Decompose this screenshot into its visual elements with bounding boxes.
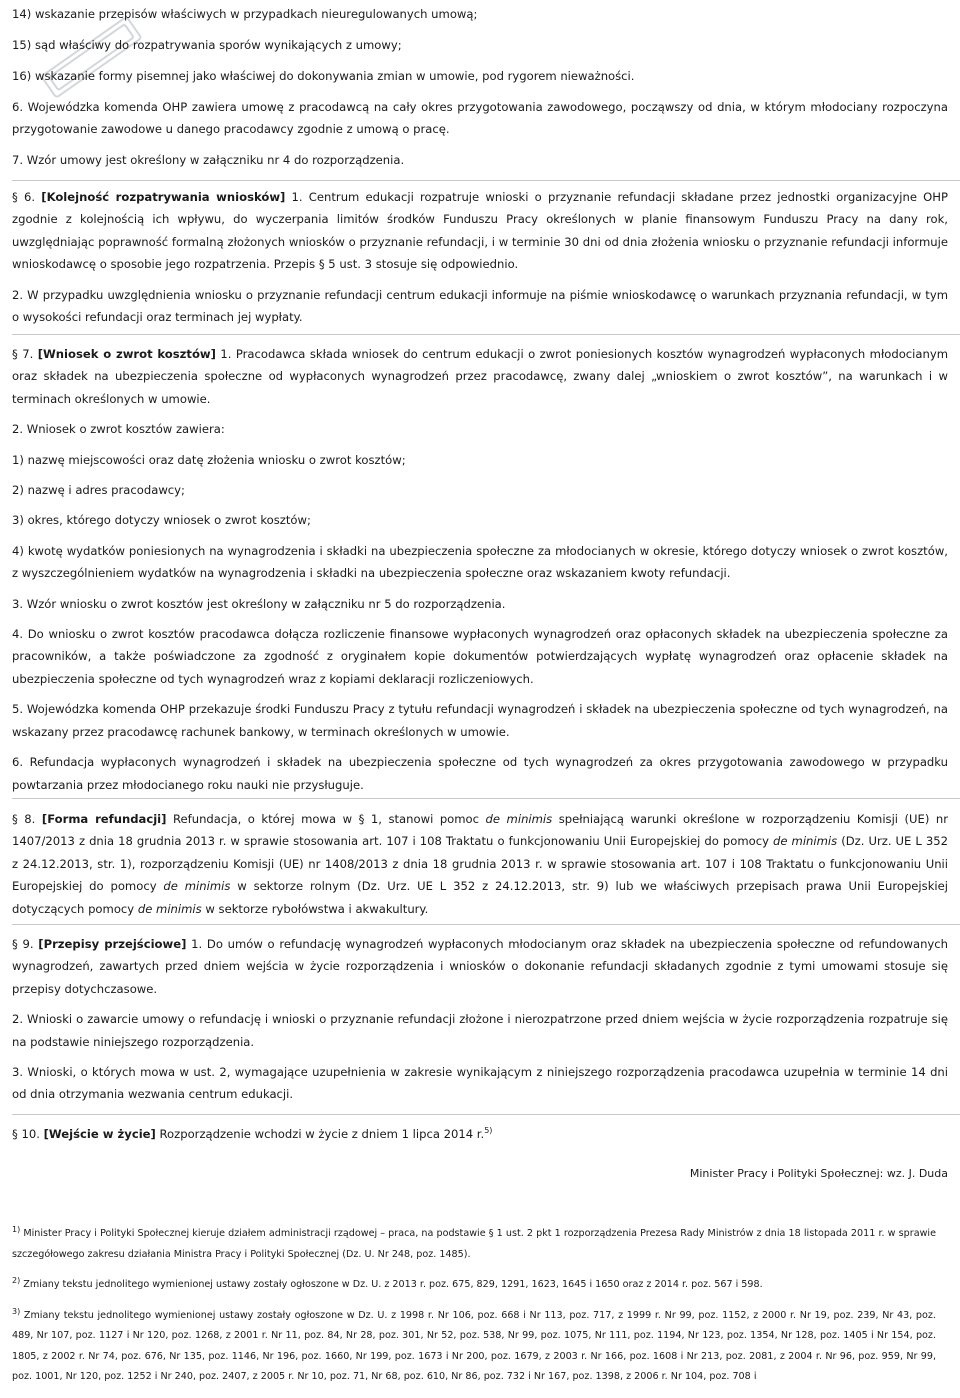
section-8-paragraph: [12, 808, 948, 920]
section-8-text-5: w sektorze rybołówstwa i akwakultury.: [205, 901, 429, 916]
section-9-paragraph-1: [12, 933, 948, 1000]
section-7-item-1: 1) nazwę miejscowości oraz datę złożenia wniosku o zwrot kosztów;: [12, 452, 406, 467]
footnote-3: [12, 1306, 936, 1388]
section-7-paragraph-1: [12, 343, 948, 410]
section-6-text-1: 1. Centrum edukacji rozpatruje wnioski o przyznanie refundacji składane przez jednostki organizacyjne OHP zgodnie z kolejnością ich wpływu, do wyczerpania limitów środków Funduszu Pracy określonych w planie finansowym Funduszu Pracy na dany rok, uwzględniając poprawność formalną złożonych wniosków o przyznanie refundacji, i w terminie 30 dni od dnia złożenia wniosku o przyznanie refundacji informuje wnioskodawcę o sposobie jego rozpatrzenia. Przepis § 5 ust. 3 stosuje się odpowiednio.: [12, 190, 949, 272]
footnote-mark: 2): [12, 1275, 21, 1285]
footnote-reference: 5): [484, 1126, 493, 1136]
section-7-paragraph-6: 6. Refundacja wypłaconych wynagrodzeń i składek na ubezpieczenia społeczne od tych wynagrodzeń za okres przygotowania zawodowego w przypadku powtarzania przez młodocianego roku nauki nie przysługuje.: [12, 755, 948, 792]
de-minimis-term: de minimis: [163, 879, 231, 894]
section-8-title: [Forma refundacji]: [41, 812, 167, 826]
section-8-text-1: Refundacja, o której mowa w § 1, stanowi pomoc: [172, 812, 480, 826]
section-8-text-3: (Dz. Urz. UE L 352 z 24.12.2013, str. 1), rozporządzeniu Komisji (UE) nr 1408/2013 z dnia 18 grudnia 2013 r. w sprawie stosowania art. 107 i 108 Traktatu o funkcjonowaniu Unii Europejskiej do pomocy: [12, 834, 949, 894]
section-10: [12, 1123, 948, 1153]
section-6-sign: § 6.: [12, 190, 36, 204]
section-10-sign: § 10.: [12, 1127, 40, 1141]
section-6-paragraph-1: [12, 186, 948, 276]
section-7-item-2: 2) nazwę i adres pracodawcy;: [12, 483, 185, 498]
section-7-item-3: 3) okres, którego dotyczy wniosek o zwrot kosztów;: [12, 513, 311, 528]
section-divider: [12, 180, 960, 181]
footnote-text: Zmiany tekstu jednolitego wymienionej ustawy zostały ogłoszone w Dz. U. z 2013 r. poz. 675, 829, 1291, 1623, 1645 i 1650 oraz z 2014 r. poz. 567 i 598.: [23, 1279, 763, 1290]
paragraph-item-14: 14) wskazanie przepisów właściwych w przypadkach nieuregulowanych umową;: [12, 7, 478, 21]
section-7: [12, 343, 948, 804]
section-8-text-4: w sektorze rolnym (Dz. Urz. UE L 352 z 24.12.2013, str. 9) lub we właściwych przepisach prawa Unii Europejskiej dotyczących pomocy: [12, 879, 948, 916]
paragraph-item-15: 15) sąd właściwy do rozpatrywania sporów wynikających z umowy;: [12, 38, 402, 52]
footnotes: [12, 1224, 936, 1398]
section-7-title: [Wniosek o zwrot kosztów]: [37, 347, 216, 361]
section-7-text-1: 1. Pracodawca składa wniosek do centrum edukacji o zwrot poniesionych kosztów wynagrodzeń wypłaconych młodocianym oraz składek na ubezpieczenia społeczne od wypłaconych wynagrodzeń przez pracodawcę, zwany dalej „wnioskiem o zwrot kosztów”, na warunkach i w terminach określonych w umowie.: [12, 347, 949, 406]
section-7-paragraph-5: 5. Wojewódzka komenda OHP przekazuje środki Funduszu Pracy z tytułu refundacji wynagrodzeń i składek na ubezpieczenia społeczne od tych wynagrodzeń, na wskazany przez pracodawcę rachunek bankowy, w terminach określonych w umowie.: [12, 702, 948, 739]
footnote-mark: 3): [12, 1306, 21, 1316]
section-7-sign: § 7.: [12, 347, 34, 361]
footnote-text: Zmiany tekstu jednolitego wymienionej ustawy zostały ogłoszone w Dz. U. z 1998 r. Nr 106, poz. 668 i Nr 113, poz. 717, z 1999 r. Nr 99, poz. 1152, z 2000 r. Nr 19, poz. 239, Nr 43, poz. 489, Nr 107, poz. 1127 i Nr 120, poz. 1268, z 2001 r. Nr 11, poz. 84, Nr 28, poz. 301, Nr 52, poz. 538, Nr 99, poz. 1075, Nr 111, poz. 1194, Nr 123, poz. 1354, Nr 128, poz. 1405 i Nr 154, poz. 1805, z 2002 r. Nr 74, poz. 676, Nr 135, poz. 1146, Nr 196, poz. 1660, Nr 199, poz. 1673 i Nr 200, poz. 1679, z 2003 r. Nr 166, poz. 1608 i Nr 213, poz. 2081, z 2004 r. Nr 96, poz. 959, Nr 99, poz. 1001, Nr 120, poz. 1252 i Nr 240, poz. 2407, z 2005 r. Nr 10, poz. 71, Nr 68, poz. 610, Nr 86, poz. 732 i Nr 167, poz. 1398, z 2006 r. Nr 104, poz. 708 i: [12, 1309, 936, 1382]
footnote-text: Minister Pracy i Polityki Społecznej kieruje działem administracji rządowej – praca, na podstawie § 1 ust. 2 pkt 1 rozporządzenia Prezesa Rady Ministrów z dnia 18 listopada 2011 r. w sprawie szczegółowego zakresu działania Ministra Pracy i Polityki Społecznej (Dz. U. Nr 248, poz. 1485).: [12, 1228, 936, 1260]
paragraph-point-6: 6. Wojewódzka komenda OHP zawiera umowę z pracodawcą na cały okres przygotowania zawodowego, począwszy od dnia, w którym młodociany rozpoczyna przygotowanie zawodowe u danego pracodawcy zgodnie z umową o pracę.: [12, 100, 948, 137]
de-minimis-term: de minimis: [137, 901, 202, 916]
section-8: [12, 808, 948, 928]
section-10-paragraph: [12, 1123, 948, 1145]
section-7-item-4: 4) kwotę wydatków poniesionych na wynagrodzenia i składki na ubezpieczenia społeczne za młodocianych w okresie, którego dotyczy wniosek o zwrot kosztów, z wyszczególnieniem wydatków na wynagrodzenia i składki na ubezpieczenia społeczne oraz wskazaniem kwoty refundacji.: [12, 543, 948, 581]
section-divider: [12, 1114, 960, 1115]
de-minimis-term: de minimis: [773, 834, 838, 849]
section-9-paragraph-2: 2. Wnioski o zawarcie umowy o refundację i wnioski o przyznanie refundacji złożone i nierozpatrzone przed dniem wejścia w życie rozporządzenia rozpatruje się na podstawie niniejszego rozporządzenia.: [12, 1012, 948, 1049]
section-7-paragraph-2: 2. Wniosek o zwrot kosztów zawiera:: [12, 422, 225, 437]
section-9-sign: § 9.: [12, 937, 34, 951]
section-10-text: Rozporządzenie wchodzi w życie z dniem 1 lipca 2014 r.: [159, 1127, 485, 1141]
section-8-text-2: spełniającą warunki określone w rozporządzeniu Komisji (UE) nr 1407/2013 z dnia 18 grudnia 2013 r. w sprawie stosowania art. 107 i 108 Traktatu o funkcjonowaniu Unii Europejskiej do pomocy: [12, 812, 949, 849]
section-9-paragraph-3: 3. Wnioski, o których mowa w ust. 2, wymagające uzupełnienia w zakresie wynikającym z niniejszego rozporządzenia pracodawca uzupełnia w terminie 14 dni od dnia otrzymania wezwania centrum edukacji.: [12, 1065, 948, 1102]
section-8-sign: § 8.: [12, 812, 36, 826]
de-minimis-term: de minimis: [485, 812, 553, 826]
section-9: [12, 933, 948, 1114]
footnote-1: [12, 1224, 936, 1265]
section-9-text-1: 1. Do umów o refundację wynagrodzeń wypłaconych młodocianym oraz składek na ubezpieczenia społeczne od refundowanych wynagrodzeń, zawartych przed dniem wejścia w życie rozporządzenia i wniosków o dokonanie refundacji składanych zgodnie z tymi umowami stosuje się przepisy dotychczasowe.: [12, 937, 949, 996]
minister-signature: Minister Pracy i Polityki Społecznej: wz. J. Duda: [689, 1167, 948, 1180]
section-10-title: [Wejście w życie]: [43, 1127, 156, 1141]
section-6-title: [Kolejność rozpatrywania wniosków]: [41, 190, 286, 204]
footnote-mark: 1): [12, 1224, 21, 1234]
section-divider: [12, 334, 960, 335]
section-6: [12, 186, 948, 336]
paragraph-point-7: 7. Wzór umowy jest określony w załączniku nr 4 do rozporządzenia.: [12, 153, 405, 167]
footnote-2: [12, 1275, 936, 1296]
section-7-paragraph-4: 4. Do wniosku o zwrot kosztów pracodawca dołącza rozliczenie finansowe wypłaconych wynagrodzeń oraz opłaconych składek na ubezpieczenia społeczne za pracowników, a także poświadczone za zgodność z oryginałem kopie dokumentów potwierdzających wypłatę wynagrodzeń oraz opłacenie składek na ubezpieczenia społeczne od tych wynagrodzeń wraz z kopiami deklaracji rozliczeniowych.: [12, 627, 948, 686]
section-9-title: [Przepisy przejściowe]: [38, 937, 187, 951]
section-7-paragraph-3: 3. Wzór wniosku o zwrot kosztów jest określony w załączniku nr 5 do rozporządzenia.: [12, 596, 506, 611]
section-divider: [12, 798, 960, 799]
paragraph-item-16: 16) wskazanie formy pisemnej jako właściwej do dokonywania zmian w umowie, pod rygorem nieważności.: [12, 69, 635, 83]
section-divider: [12, 924, 960, 925]
section-6-paragraph-2: 2. W przypadku uwzględnienia wniosku o przyznanie refundacji centrum edukacji informuje na piśmie wnioskodawcę o warunkach przyznania refundacji, w tym o wysokości refundacji oraz terminach jej wypłaty.: [12, 287, 948, 325]
